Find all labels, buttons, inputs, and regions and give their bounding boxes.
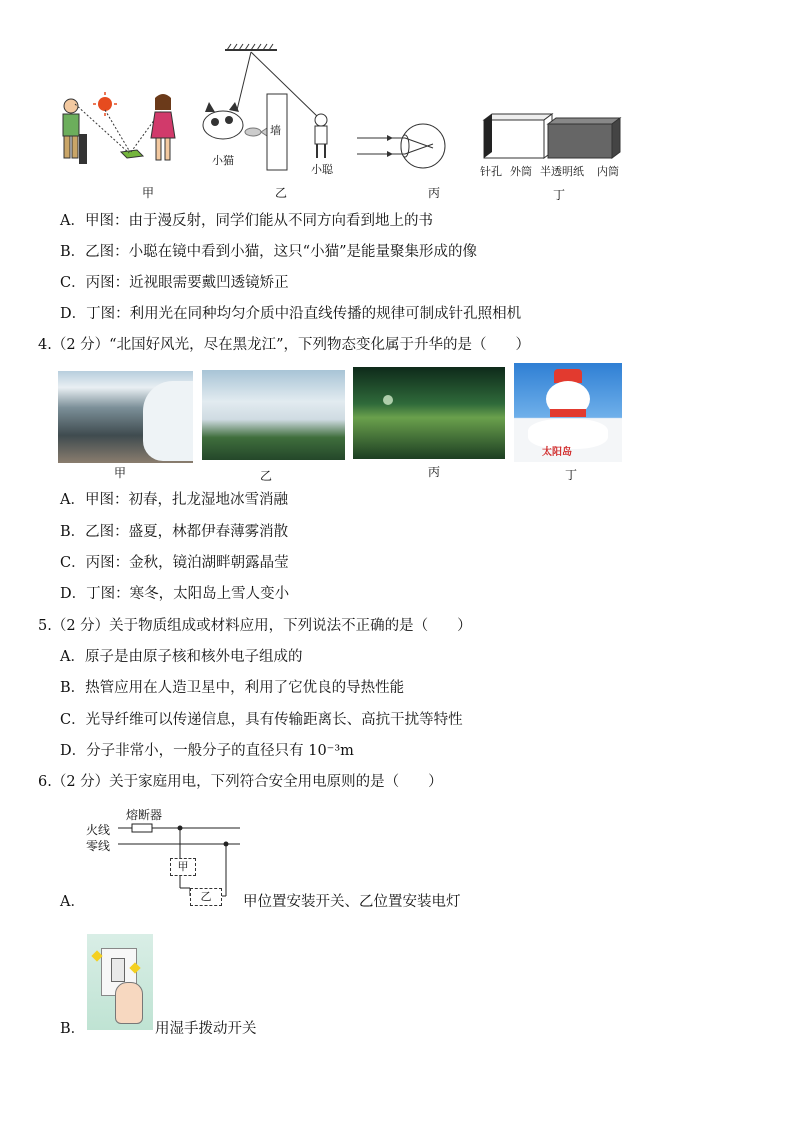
figure-bing-eye (355, 120, 450, 175)
photo-ding-snowman (514, 363, 622, 462)
figure-label-bing: 丙 (428, 186, 441, 200)
q6-option-a-letter: A． (60, 894, 85, 910)
figure-jia-diffuse-reflection (55, 90, 185, 175)
figure-label-ding: 丁 (553, 188, 566, 202)
position-jia: 甲 (170, 858, 196, 876)
photo-bing-dew (353, 367, 505, 459)
photo-label-ding: 丁 (565, 468, 578, 482)
photo-label-bing: 丙 (428, 465, 441, 479)
circuit-diagram (80, 802, 250, 912)
inner-tube-label: 内筒 (597, 165, 619, 178)
q5-option-d: D．分子非常小，一般分子的直径只有 10⁻³m (60, 743, 354, 759)
q3-option-d: D．丁图：利用光在同种均匀介质中沿直线传播的规律可制成针孔照相机 (60, 306, 522, 322)
q4-question: 4.（2 分）“北国好风光，尽在黑龙江”，下列物态变化属于升华的是（ ） (38, 337, 530, 353)
q4-option-c: C．丙图：金秋，镜泊湖畔朝露晶莹 (60, 555, 289, 571)
photo-jia-ice-melting (58, 371, 193, 463)
q6-option-b-letter: B． (60, 1021, 86, 1037)
wet-hand-switch-image (87, 934, 153, 1030)
q6-option-a-text: 甲位置安装开关、乙位置安装电灯 (243, 894, 461, 910)
q3-option-c: C．丙图：近视眼需要戴凹透镜矫正 (60, 275, 289, 291)
outer-tube-label: 外筒 (510, 165, 532, 178)
figure-label-yi: 乙 (275, 186, 288, 200)
q3-option-a: A．甲图：由于漫反射，同学们能从不同方向看到地上的书 (60, 213, 433, 229)
q6-question: 6.（2 分）关于家庭用电，下列符合安全用电原则的是（ ） (38, 774, 443, 790)
q5-option-b: B．热管应用在人造卫星中，利用了它优良的导热性能 (60, 680, 405, 696)
photo-label-jia: 甲 (114, 466, 127, 480)
fuse-label: 熔断器 (126, 808, 163, 822)
q3-option-b: B．乙图：小聪在镜中看到小猫，这只“小猫”是能量聚集形成的像 (60, 244, 477, 260)
photo-label-yi: 乙 (260, 469, 273, 483)
photo-yi-mist (202, 370, 345, 460)
q3-figures (0, 0, 794, 210)
boy-label: 小聪 (311, 163, 333, 176)
figure-ding-pinhole-camera (480, 112, 625, 164)
cat-label: 小猫 (212, 154, 234, 167)
q5-option-a: A．原子是由原子核和核外电子组成的 (60, 649, 303, 665)
position-yi: 乙 (190, 888, 222, 906)
q4-option-a: A．甲图：初春，扎龙湿地冰雪消融 (60, 492, 288, 508)
q5-option-c: C．光导纤维可以传递信息，具有传输距离长、高抗干扰等特性 (60, 712, 463, 728)
q4-option-d: D．丁图：寒冬，太阳岛上雪人变小 (60, 586, 290, 602)
live-wire-label: 火线 (86, 823, 111, 837)
figure-label-jia: 甲 (142, 186, 155, 200)
neutral-wire-label: 零线 (86, 839, 111, 853)
q6-option-b-text: 用湿手拨动开关 (155, 1021, 257, 1037)
q5-question: 5.（2 分）关于物质组成或材料应用，下列说法不正确的是（ ） (38, 618, 472, 634)
wall-label: 墙 (270, 124, 281, 137)
snowman-sign: 太阳岛 (542, 447, 572, 458)
pinhole-label: 针孔 (480, 165, 502, 178)
translucent-paper-label: 半透明纸 (540, 165, 584, 178)
q4-option-b: B．乙图：盛夏，林都伊春薄雾消散 (60, 524, 289, 540)
